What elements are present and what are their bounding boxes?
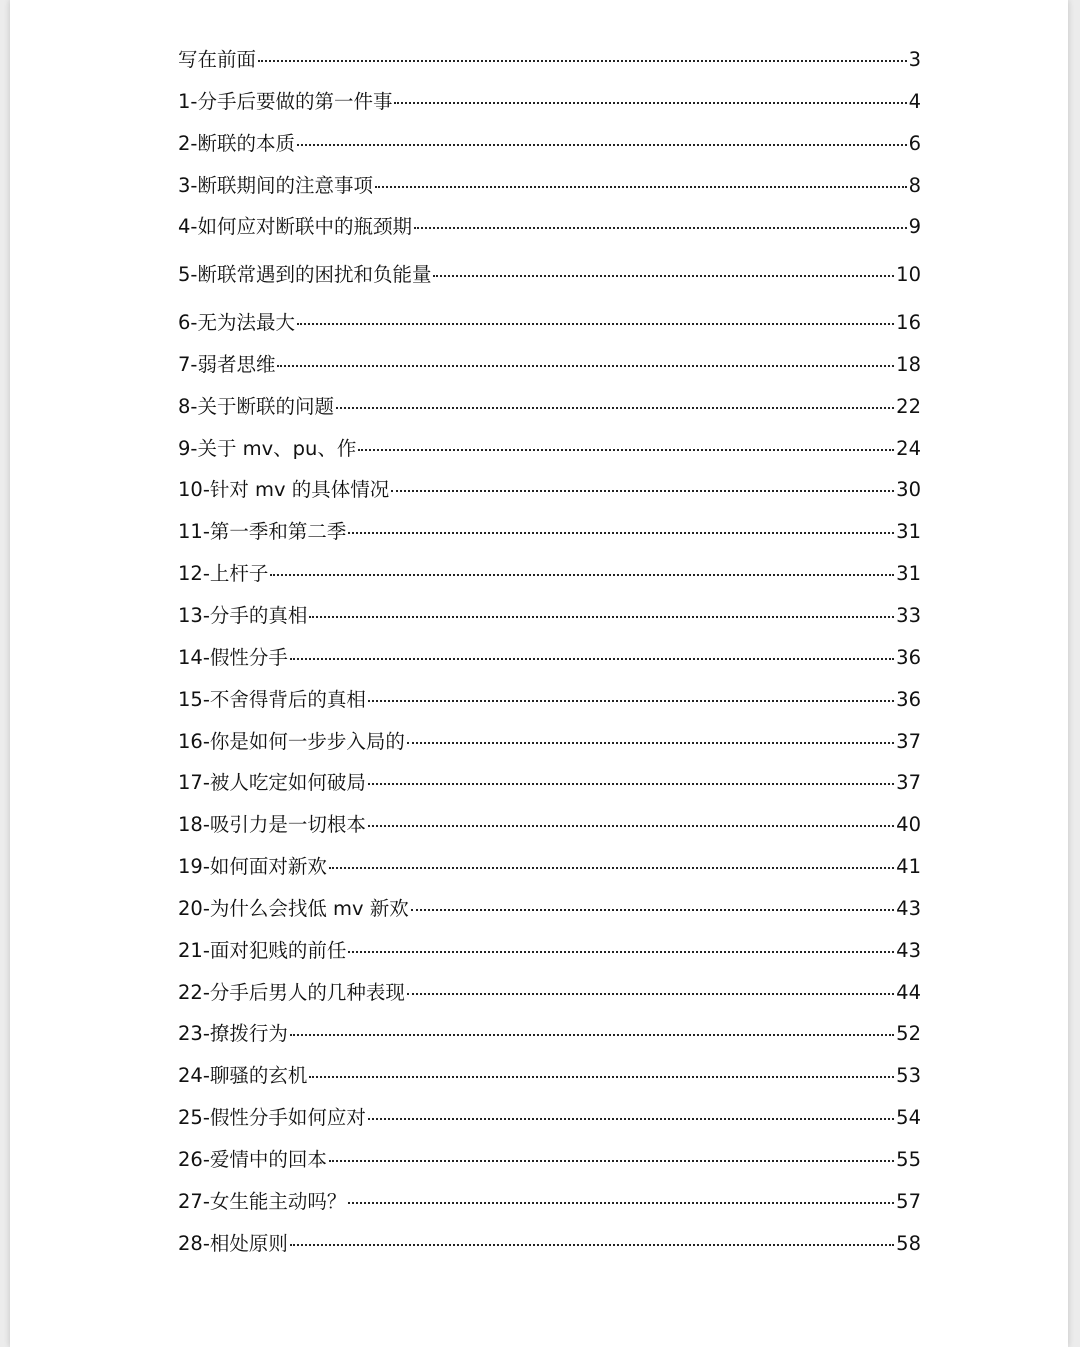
- toc-entry-page: 58: [896, 1231, 921, 1255]
- toc-dot-leader: [290, 658, 894, 660]
- toc-dot-leader: [407, 742, 894, 744]
- toc-entry[interactable]: [178, 726, 921, 768]
- toc-entry-page: 57: [896, 1189, 921, 1213]
- toc-entry-title: 13-分手的真相: [178, 603, 308, 627]
- toc-entry-title: 19-如何面对新欢: [178, 855, 327, 879]
- toc-entry-title: 5-断联常遇到的困扰和负能量: [178, 263, 432, 287]
- toc-entry-title: 22-分手后男人的几种表现: [178, 980, 405, 1004]
- toc-entry[interactable]: [178, 767, 921, 809]
- toc-entry[interactable]: [178, 977, 921, 1019]
- toc-entry[interactable]: [178, 44, 921, 86]
- toc-dot-leader: [290, 1244, 894, 1246]
- toc-entry-title: 7-弱者思维: [178, 352, 276, 376]
- toc-entry-title: 4-如何应对断联中的瓶颈期: [178, 215, 412, 239]
- toc-entry-page: 41: [896, 855, 921, 879]
- toc-dot-leader: [277, 365, 894, 367]
- toc-entry-page: 53: [896, 1064, 921, 1088]
- toc-entry-page: 22: [896, 394, 921, 418]
- toc-entry-page: 3: [908, 48, 921, 71]
- toc-entry[interactable]: [178, 1102, 921, 1144]
- toc-entry-title: 18-吸引力是一切根本: [178, 813, 366, 837]
- toc-entry-title: 12-上杆子: [178, 562, 269, 586]
- toc-entry[interactable]: [178, 86, 921, 128]
- toc-dot-leader: [336, 407, 894, 409]
- toc-entry-title: 24-聊骚的玄机: [178, 1064, 308, 1088]
- toc-entry-page: 36: [896, 645, 921, 669]
- toc-entry-title: 27-女生能主动吗？: [178, 1189, 347, 1213]
- toc-entry-page: 43: [896, 938, 921, 962]
- toc-entry[interactable]: [178, 516, 921, 558]
- toc-entry-title: 1-分手后要做的第一件事: [178, 89, 393, 113]
- toc-entry-page: 40: [896, 813, 921, 837]
- toc-entry-page: 36: [896, 687, 921, 711]
- toc-dot-leader: [411, 909, 894, 911]
- toc-entry-page: 8: [908, 173, 921, 197]
- toc-entry-page: 9: [908, 215, 921, 239]
- toc-entry[interactable]: [178, 433, 921, 475]
- toc-entry-title: 17-被人吃定如何破局: [178, 771, 366, 795]
- toc-entry[interactable]: [178, 893, 921, 935]
- toc-dot-leader: [375, 186, 907, 188]
- toc-entry[interactable]: [178, 391, 921, 433]
- toc-entry[interactable]: [178, 474, 921, 516]
- toc-entry-title: 9-关于 mv、pu、作: [178, 436, 357, 460]
- toc-entry[interactable]: [178, 1060, 921, 1102]
- toc-entry-page: 24: [896, 436, 921, 460]
- toc-entry-title: 21-面对犯贱的前任: [178, 938, 347, 962]
- toc-entry-page: 44: [896, 980, 921, 1004]
- toc-entry[interactable]: [178, 307, 921, 349]
- toc-entry[interactable]: [178, 684, 921, 726]
- toc-entry[interactable]: [178, 558, 921, 600]
- toc-dot-leader: [407, 993, 894, 995]
- toc-entry-page: 4: [908, 89, 921, 113]
- toc-dot-leader: [368, 825, 894, 827]
- toc-entry-title: 23-撩拨行为: [178, 1022, 288, 1046]
- toc-entry-page: 16: [896, 311, 921, 335]
- toc-entry[interactable]: [178, 600, 921, 642]
- document-page: [10, 0, 1068, 1347]
- toc-entry[interactable]: [178, 851, 921, 893]
- toc-entry[interactable]: [178, 642, 921, 684]
- toc-entry-page: 30: [896, 478, 921, 502]
- toc-entry-title: 26-爱情中的回本: [178, 1147, 327, 1171]
- toc-entry[interactable]: [178, 1018, 921, 1060]
- toc-entry[interactable]: [178, 259, 921, 301]
- toc-dot-leader: [309, 616, 894, 618]
- toc-entry-title: 6-无为法最大: [178, 311, 295, 335]
- toc-entry-title: 16-你是如何一步步入局的: [178, 729, 405, 753]
- toc-entry[interactable]: [178, 211, 921, 253]
- toc-entry[interactable]: [178, 1144, 921, 1186]
- toc-entry-title: 14-假性分手: [178, 645, 288, 669]
- toc-dot-leader: [348, 1202, 894, 1204]
- toc-entry-title: 10-针对 mv 的具体情况: [178, 478, 390, 502]
- toc-dot-leader: [297, 144, 907, 146]
- toc-entry-title: 11-第一季和第二季: [178, 520, 347, 544]
- toc-entry[interactable]: [178, 935, 921, 977]
- toc-entry-page: 55: [896, 1147, 921, 1171]
- toc-entry-title: 28-相处原则: [178, 1231, 288, 1255]
- toc-entry-page: 31: [896, 562, 921, 586]
- toc-dot-leader: [290, 1034, 894, 1036]
- toc-entry-title: 25-假性分手如何应对: [178, 1106, 366, 1130]
- table-of-contents: [178, 44, 921, 1269]
- toc-entry-page: 33: [896, 603, 921, 627]
- toc-dot-leader: [368, 1118, 894, 1120]
- toc-entry-page: 10: [896, 263, 921, 287]
- toc-dot-leader: [358, 449, 894, 451]
- toc-entry[interactable]: [178, 809, 921, 851]
- toc-entry-title: 15-不舍得背后的真相: [178, 687, 366, 711]
- toc-dot-leader: [368, 783, 894, 785]
- toc-dot-leader: [270, 574, 894, 576]
- toc-entry-page: 37: [896, 771, 921, 795]
- toc-dot-leader: [348, 532, 894, 534]
- toc-entry-page: 52: [896, 1022, 921, 1046]
- toc-entry[interactable]: [178, 1186, 921, 1228]
- toc-entry-page: 31: [896, 520, 921, 544]
- toc-entry-title: 2-断联的本质: [178, 131, 295, 155]
- toc-dot-leader: [391, 490, 894, 492]
- toc-entry[interactable]: [178, 170, 921, 212]
- toc-dot-leader: [258, 60, 907, 62]
- toc-entry-page: 43: [896, 896, 921, 920]
- toc-dot-leader: [329, 1160, 894, 1162]
- toc-entry-page: 37: [896, 729, 921, 753]
- toc-entry[interactable]: [178, 1228, 921, 1270]
- toc-entry-title: 20-为什么会找低 mv 新欢: [178, 896, 409, 920]
- toc-entry-title: 8-关于断联的问题: [178, 394, 334, 418]
- toc-entry-page: 18: [896, 352, 921, 376]
- toc-dot-leader: [433, 275, 894, 277]
- toc-dot-leader: [329, 867, 894, 869]
- toc-entry-title: 写在前面: [178, 48, 257, 71]
- toc-dot-leader: [348, 951, 894, 953]
- toc-dot-leader: [297, 323, 894, 325]
- toc-entry[interactable]: [178, 128, 921, 170]
- toc-entry-title: 3-断联期间的注意事项: [178, 173, 373, 197]
- toc-dot-leader: [414, 227, 907, 229]
- toc-entry-page: 6: [908, 131, 921, 155]
- toc-entry-page: 54: [896, 1106, 921, 1130]
- toc-dot-leader: [309, 1076, 894, 1078]
- toc-dot-leader: [394, 102, 906, 104]
- toc-dot-leader: [368, 700, 894, 702]
- toc-entry[interactable]: [178, 349, 921, 391]
